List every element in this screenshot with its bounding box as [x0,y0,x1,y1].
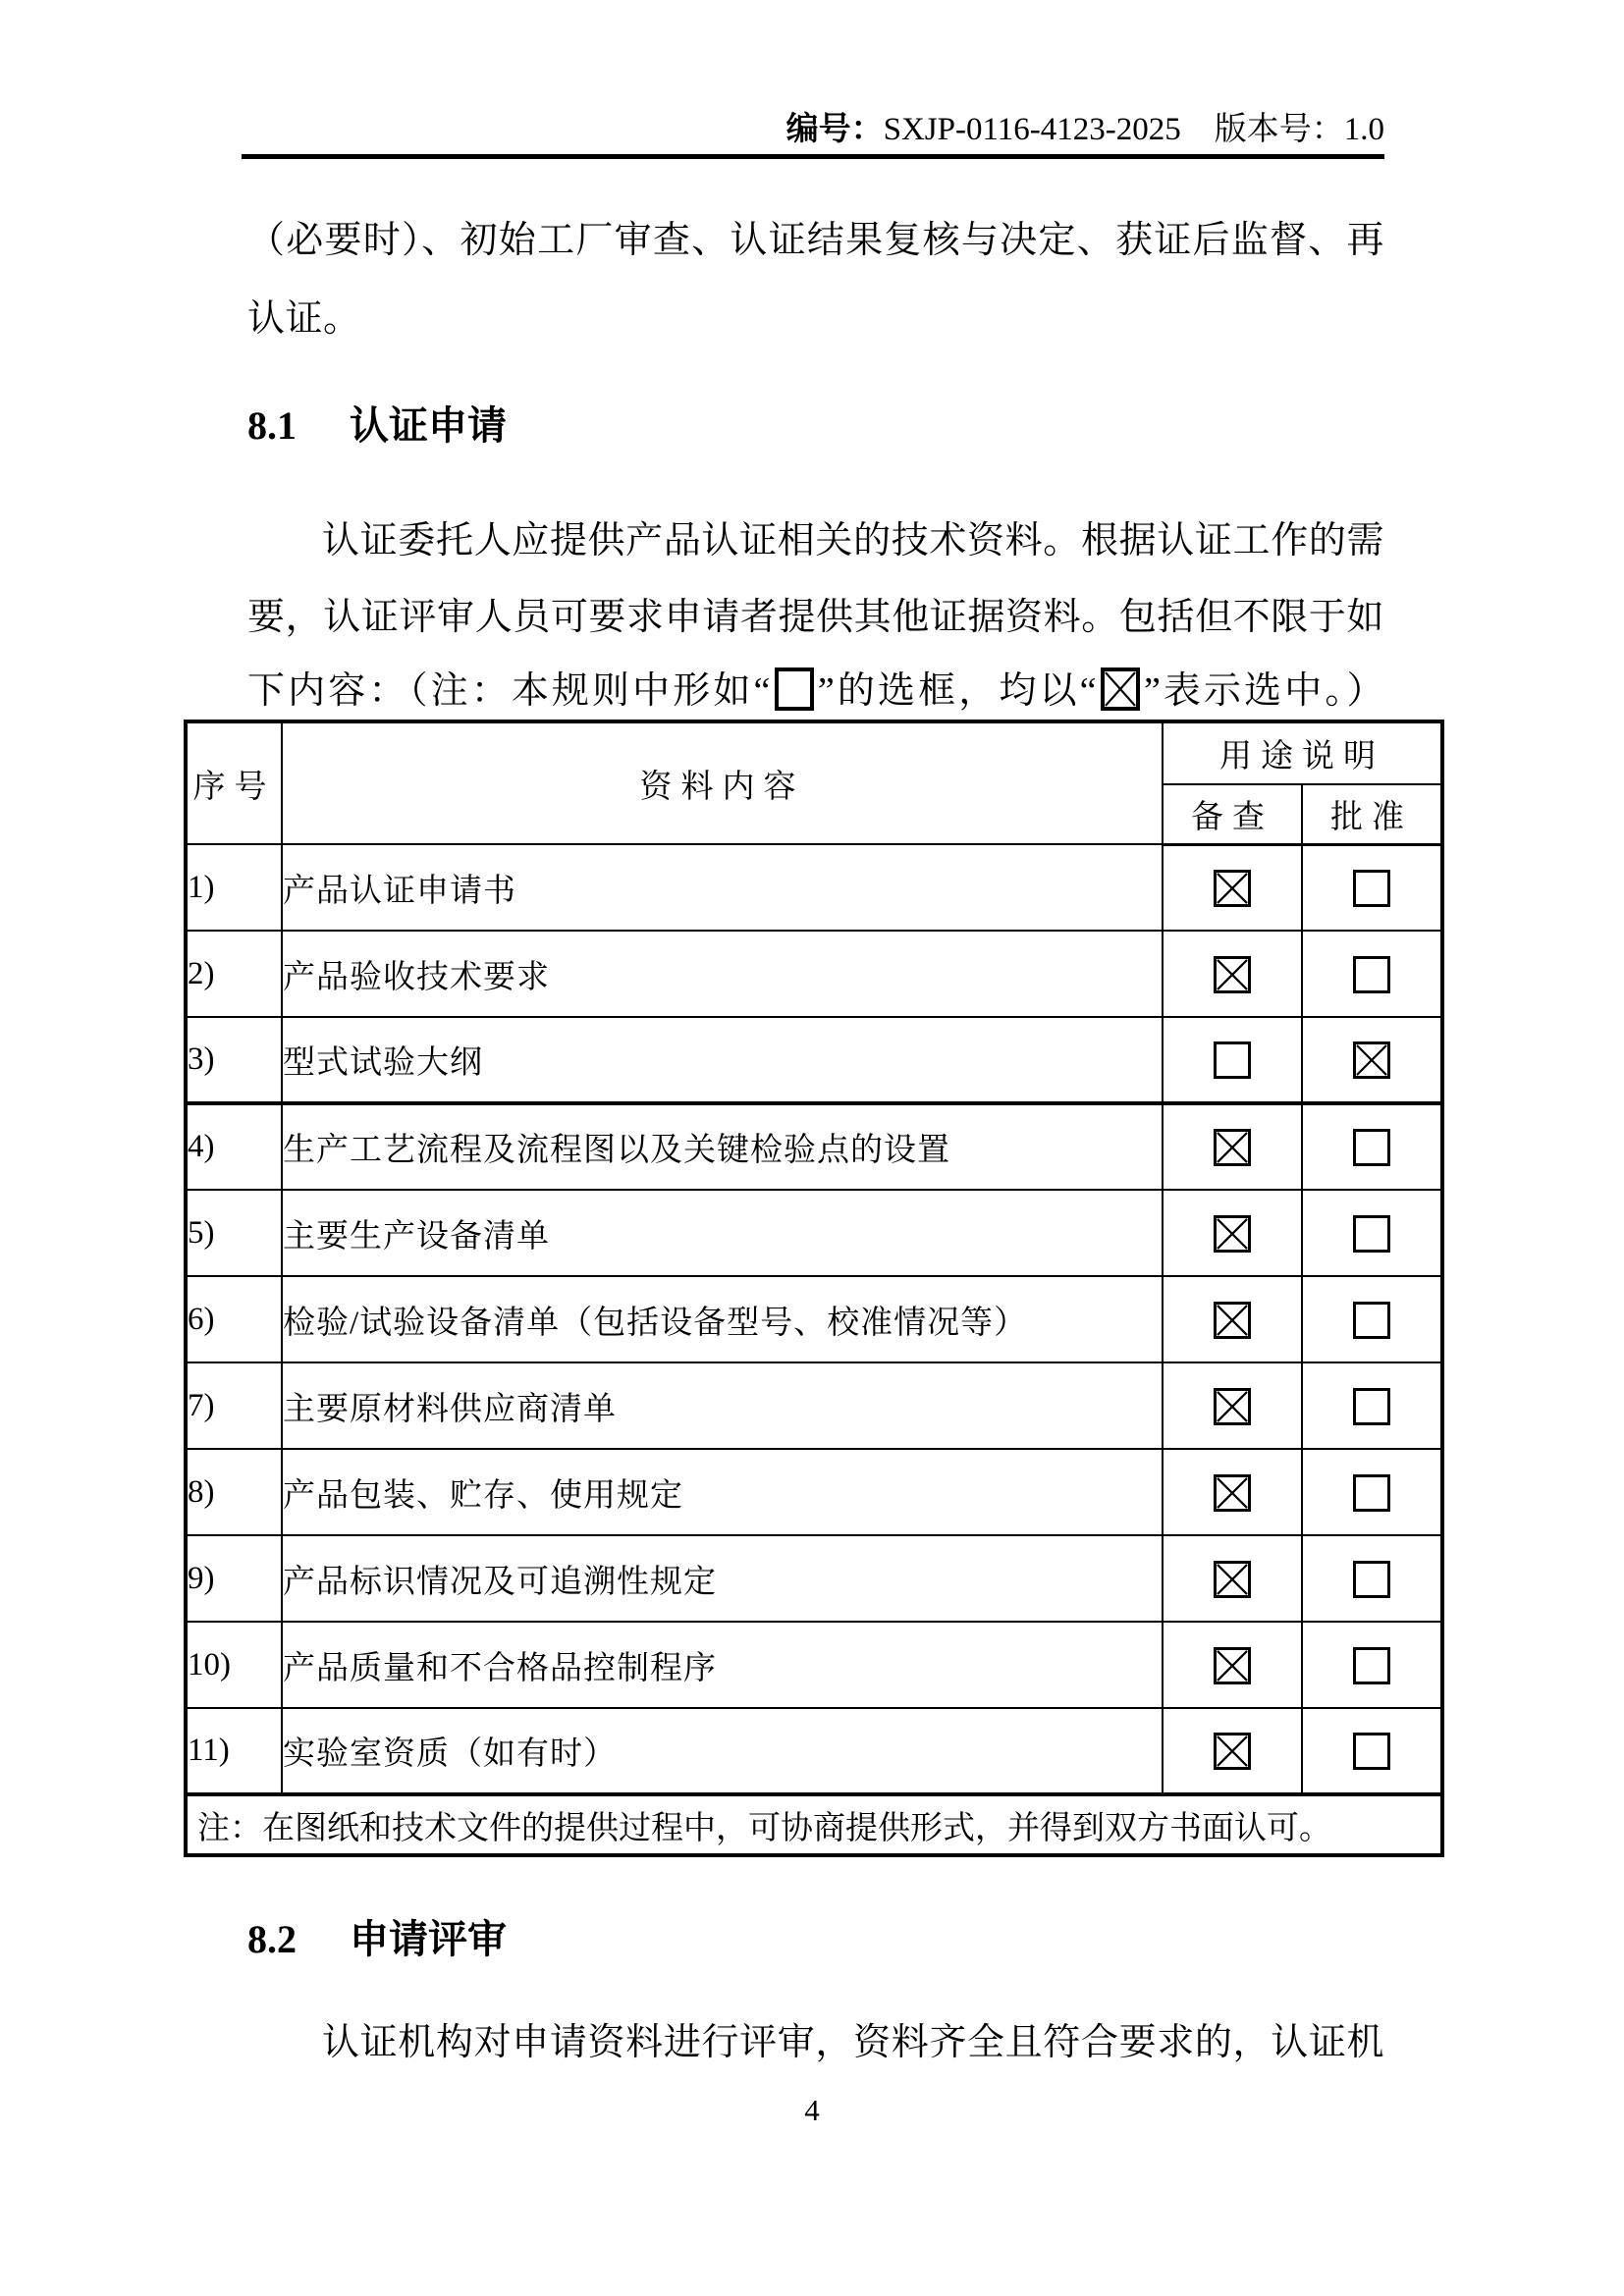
table-note-row [186,1794,1442,1855]
doc-code-header [786,110,1384,149]
intro-paragraph-line-1: （必要时）、初始工厂审查、认证结果复核与决定、获证后监督、再 [247,220,1384,261]
table-row [186,1622,1442,1708]
pizhun-checkbox-cell [1302,1622,1442,1708]
material-content-cell: 产品包装、贮存、使用规定 [282,1449,1163,1535]
doc-version-value: 1.0 [1343,112,1384,147]
material-content-cell: 型式试验大纲 [282,1017,1163,1103]
page-number: 4 [804,2093,820,2127]
para-8-1-line-3 [247,667,1384,714]
material-content-cell: 产品标识情况及可追溯性规定 [282,1535,1163,1622]
row-number-cell: 1) [186,844,282,931]
table-row [186,1362,1442,1449]
table-row [186,1535,1442,1622]
col-header-approve: 批准 [1302,784,1442,844]
doc-code-label: 编号： [785,112,884,147]
checkbox-icon [1214,1561,1251,1598]
header-rule [242,154,1384,159]
row-number-cell: 4) [186,1103,282,1190]
checkbox-icon [1214,1474,1251,1512]
row-number-cell: 9) [186,1535,282,1622]
para-8-1-line-1: 认证委托人应提供产品认证相关的技术资料。根据认证工作的需 [322,520,1384,561]
material-content-cell: 产品验收技术要求 [282,931,1163,1017]
para-8-1-line-3-mid: ”的选框，均以“ [817,670,1097,712]
table-row [186,1103,1442,1190]
pizhun-checkbox-cell [1302,1362,1442,1449]
pizhun-checkbox-cell [1302,1190,1442,1276]
beicha-checkbox-cell [1163,1708,1302,1794]
checkbox-icon [1353,956,1390,993]
checkbox-unchecked-icon [775,667,814,711]
pizhun-checkbox-cell [1302,1276,1442,1362]
checkbox-icon [1214,1129,1251,1166]
checkbox-icon [1214,1647,1251,1684]
materials-table [184,720,1444,1857]
checkbox-icon [1353,1647,1390,1684]
pizhun-checkbox-cell [1302,844,1442,931]
table-row [186,1276,1442,1362]
section-8-2-heading [247,1916,507,1963]
beicha-checkbox-cell [1163,1017,1302,1103]
beicha-checkbox-cell [1163,1449,1302,1535]
intro-paragraph-line-2: 认证。 [247,298,361,340]
beicha-checkbox-cell [1163,1190,1302,1276]
row-number-cell: 7) [186,1362,282,1449]
beicha-checkbox-cell [1163,844,1302,931]
material-content-cell: 生产工艺流程及流程图以及关键检验点的设置 [282,1103,1163,1190]
table-note: 注：在图纸和技术文件的提供过程中，可协商提供形式，并得到双方书面认可。 [186,1794,1442,1855]
table-row [186,1449,1442,1535]
checkbox-checked-icon [1101,667,1140,711]
material-content-cell: 主要原材料供应商清单 [282,1362,1163,1449]
pizhun-checkbox-cell [1302,1017,1442,1103]
material-content-cell: 实验室资质（如有时） [282,1708,1163,1794]
para-8-1-line-3-suffix: ”表示选中。） [1143,670,1385,712]
beicha-checkbox-cell [1163,1276,1302,1362]
checkbox-icon [1214,1041,1251,1079]
doc-version-label: 版本号： [1214,112,1344,147]
material-content-cell: 产品质量和不合格品控制程序 [282,1622,1163,1708]
checkbox-icon [1353,1474,1390,1512]
beicha-checkbox-cell [1163,1362,1302,1449]
section-8-1-heading [247,402,507,450]
table-row [186,1017,1442,1103]
row-number-cell: 2) [186,931,282,1017]
pizhun-checkbox-cell [1302,1708,1442,1794]
checkbox-icon [1214,1302,1251,1339]
pizhun-checkbox-cell [1302,1103,1442,1190]
checkbox-icon [1214,1215,1251,1253]
beicha-checkbox-cell [1163,1535,1302,1622]
checkbox-icon [1214,1733,1251,1770]
beicha-checkbox-cell [1163,1103,1302,1190]
row-number-cell: 11) [186,1708,282,1794]
para-8-2-line-1: 认证机构对申请资料进行评审，资料齐全且符合要求的，认证机 [322,2022,1384,2063]
section-title: 申请评审 [350,1917,507,1961]
beicha-checkbox-cell [1163,1622,1302,1708]
doc-code-value: SXJP-0116-4123-2025 [883,112,1181,147]
checkbox-icon [1353,1041,1390,1079]
col-header-usage: 用途说明 [1163,721,1442,784]
section-title: 认证申请 [350,403,507,448]
checkbox-icon [1353,1561,1390,1598]
table-row [186,1190,1442,1276]
row-number-cell: 6) [186,1276,282,1362]
row-number-cell: 5) [186,1190,282,1276]
checkbox-icon [1353,1215,1390,1253]
table-row [186,931,1442,1017]
checkbox-icon [1353,1388,1390,1425]
col-header-content: 资料内容 [282,721,1163,844]
pizhun-checkbox-cell [1302,931,1442,1017]
row-number-cell: 8) [186,1449,282,1535]
checkbox-icon [1353,1129,1390,1166]
checkbox-icon [1214,956,1251,993]
checkbox-icon [1214,1388,1251,1425]
table-row [186,844,1442,931]
checkbox-icon [1353,870,1390,907]
section-number: 8.2 [247,1917,297,1961]
checkbox-icon [1353,1733,1390,1770]
material-content-cell: 产品认证申请书 [282,844,1163,931]
row-number-cell: 3) [186,1017,282,1103]
beicha-checkbox-cell [1163,931,1302,1017]
para-8-1-line-2: 要，认证评审人员可要求申请者提供其他证据资料。包括但不限于如 [247,597,1384,638]
pizhun-checkbox-cell [1302,1449,1442,1535]
col-header-index: 序号 [186,721,282,844]
checkbox-icon [1353,1302,1390,1339]
col-header-check: 备查 [1163,784,1302,844]
para-8-1-line-3-prefix: 下内容：（注：本规则中形如“ [247,670,771,712]
pizhun-checkbox-cell [1302,1535,1442,1622]
table-row [186,1708,1442,1794]
section-number: 8.1 [247,403,297,448]
material-content-cell: 检验/试验设备清单（包括设备型号、校准情况等） [282,1276,1163,1362]
row-number-cell: 10) [186,1622,282,1708]
checkbox-icon [1214,870,1251,907]
material-content-cell: 主要生产设备清单 [282,1190,1163,1276]
